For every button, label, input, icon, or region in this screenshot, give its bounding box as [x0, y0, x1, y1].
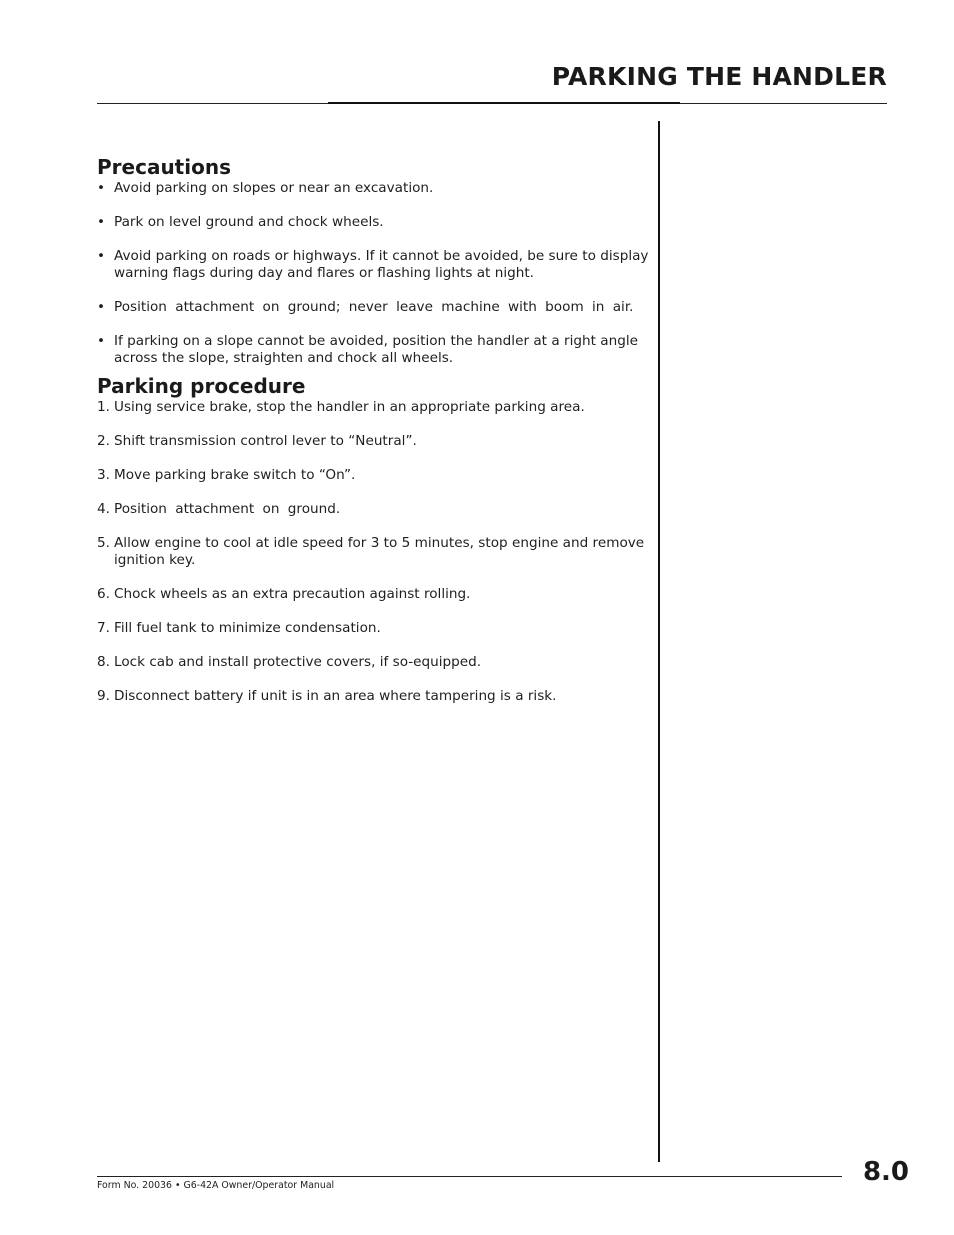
step-number: 2. [97, 433, 110, 449]
step-number: 9. [97, 688, 110, 704]
list-item [97, 501, 650, 518]
list-item-text: Position attachment on ground; never leave machine with boom in air. [114, 299, 634, 315]
list-item-text: Position attachment on ground. [114, 501, 341, 517]
step-number: 6. [97, 586, 110, 602]
precautions-list [97, 180, 650, 367]
step-number: 1. [97, 399, 110, 415]
footer-rule [97, 1176, 842, 1177]
list-item [97, 214, 650, 231]
list-item [97, 688, 650, 705]
bullet-icon: • [97, 214, 106, 230]
step-number: 3. [97, 467, 110, 483]
parking-procedure-heading: Parking procedure [97, 374, 306, 398]
procedure-list [97, 399, 650, 705]
list-item-text: Allow engine to cool at idle speed for 3 to 5 minutes, stop engine and remove ignition key. [114, 535, 645, 568]
bullet-icon: • [97, 248, 106, 264]
step-number: 7. [97, 620, 110, 636]
precautions-heading: Precautions [97, 155, 231, 179]
form-number: Form No. 20036 • G6-42A Owner/Operator Manual [97, 1180, 335, 1191]
list-item-text: Avoid parking on slopes or near an excavation. [114, 180, 434, 196]
list-item [97, 620, 650, 637]
list-item-text: Lock cab and install protective covers, if so-equipped. [114, 654, 482, 670]
list-item-text: Park on level ground and chock wheels. [114, 214, 384, 230]
bullet-icon: • [97, 180, 106, 196]
list-item-text: If parking on a slope cannot be avoided, position the handler at a right angle across the slope, straighten and chock all wheels. [114, 333, 638, 366]
list-item-text: Avoid parking on roads or highways. If it cannot be avoided, be sure to display warning flags during day and flares or flashing lights at night. [114, 248, 649, 281]
list-item [97, 467, 650, 484]
column-divider [658, 121, 660, 1162]
list-item [97, 399, 650, 416]
list-item [97, 248, 650, 282]
list-item-text: Shift transmission control lever to “Neutral”. [114, 433, 417, 449]
page-title: PARKING THE HANDLER [551, 62, 887, 91]
step-number: 8. [97, 654, 110, 670]
step-number: 4. [97, 501, 110, 517]
list-item-text: Using service brake, stop the handler in an appropriate parking area. [114, 399, 585, 415]
list-item [97, 333, 650, 367]
bullet-icon: • [97, 333, 106, 349]
main-content [97, 154, 650, 722]
list-item-text: Disconnect battery if unit is in an area where tampering is a risk. [114, 688, 557, 704]
list-item [97, 654, 650, 671]
list-item-text: Move parking brake switch to “On”. [114, 467, 356, 483]
bullet-icon: • [97, 299, 106, 315]
list-item [97, 535, 650, 569]
list-item [97, 180, 650, 197]
list-item-text: Chock wheels as an extra precaution against rolling. [114, 586, 471, 602]
step-number: 5. [97, 535, 110, 551]
list-item [97, 586, 650, 603]
section-number: 8.0 [862, 1157, 909, 1187]
list-item [97, 433, 650, 450]
list-item [97, 299, 650, 316]
header-rule-accent [328, 102, 680, 104]
list-item-text: Fill fuel tank to minimize condensation. [114, 620, 381, 636]
